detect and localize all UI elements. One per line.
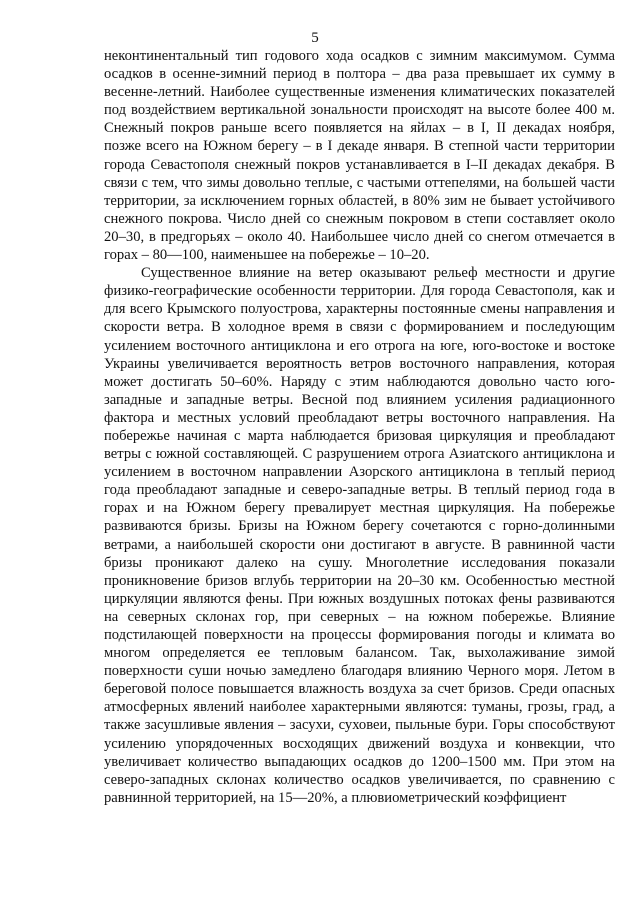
page-number: 5: [311, 30, 319, 46]
document-body: [104, 47, 615, 807]
paragraph-wind: Существенное влияние на ветер оказывают рельеф местности и другие физико-географические особенности территории. Для города Севастополя, как и для всего Крымского полуострова, характерны постоянные смены направления и скорости ветра. В холодное время в связи с формированием и последующим усилением восточного антициклона и его отрога на юге, юго-востоке и востоке Украины увеличивается вероятность ветров восточного направления, которая может достигать 50–60%. Наряду с этим наблюдаются довольно часто юго-западные и западные ветры. Весной под влиянием усиления радиационного фактора и местных условий преобладают ветры восточного направления. На побережье начиная с марта наблюдается бризовая циркуляция и преобладают ветры с южной составляющей. С разрушением отрога Азиатского антициклона и усилением в восточном направлении Азорского антициклона в теплый период года преобладают западные и северо-западные ветры. В теплый период года в горах и на Южном берегу превалирует местная циркуляция. На побережье развиваются бризы. Бризы на Южном берегу сочетаются с горно-долинными ветрами, а наибольшей скорости они достигают в августе. В равнинной части бризы проникают далеко на сушу. Многолетние исследования показали проникновение бризов вглубь территории на 20–30 км. Особенностью местной циркуляции являются фены. При южных воздушных потоках фены развиваются на северных склонах гор, при северных – на южном побережье. Влияние подстилающей поверхности на процессы формирования погоды и климата во многом определяется ее тепловым балансом. Так, выхолаживание зимой поверхности суши ночью замедлено благодаря влиянию Черного моря. Летом в береговой полосе повышается влажность воздуха за счет бризов. Среди опасных атмосферных явлений наиболее характерными являются: туманы, грозы, град, а также засушливые явления – засухи, суховеи, пыльные бури. Горы способствуют усилению упорядоченных восходящих движений воздуха и конвекции, что увеличивает количество выпадающих осадков до 1200–1500 мм. При этом на северо-западных склонах количество осадков увеличивается, по сравнению с равнинной территорией, на 15—20%, а плювиометрический коэффициент: [104, 265, 615, 806]
paragraph-snow-cover: неконтинентальный тип годового хода осадков с зимним максимумом. Сумма осадков в осенне-зимний период в полтора – два раза превышает их сумму в весенне-летний. Наиболее существенные изменения климатических показателей под воздействием вертикальной зональности происходят на высоте более 400 м. Снежный покров раньше всего появляется на яйлах – в I, II декадах ноября, позже всего на Южном берегу – в I декаде января. В степной части территории города Севастополя снежный покров устанавливается в I–II декадах декабря. В связи с тем, что зимы довольно теплые, с частыми оттепелями, на большей части территории, за исключением горных областей, в 80% зим не бывает устойчивого снежного покрова. Число дней со снежным покровом в степи составляет около 20–30, в предгорьях – около 40. Наибольшее число дней со снегом отмечается в горах – 80—100, наименьшее на побережье – 10–20.: [104, 48, 615, 264]
